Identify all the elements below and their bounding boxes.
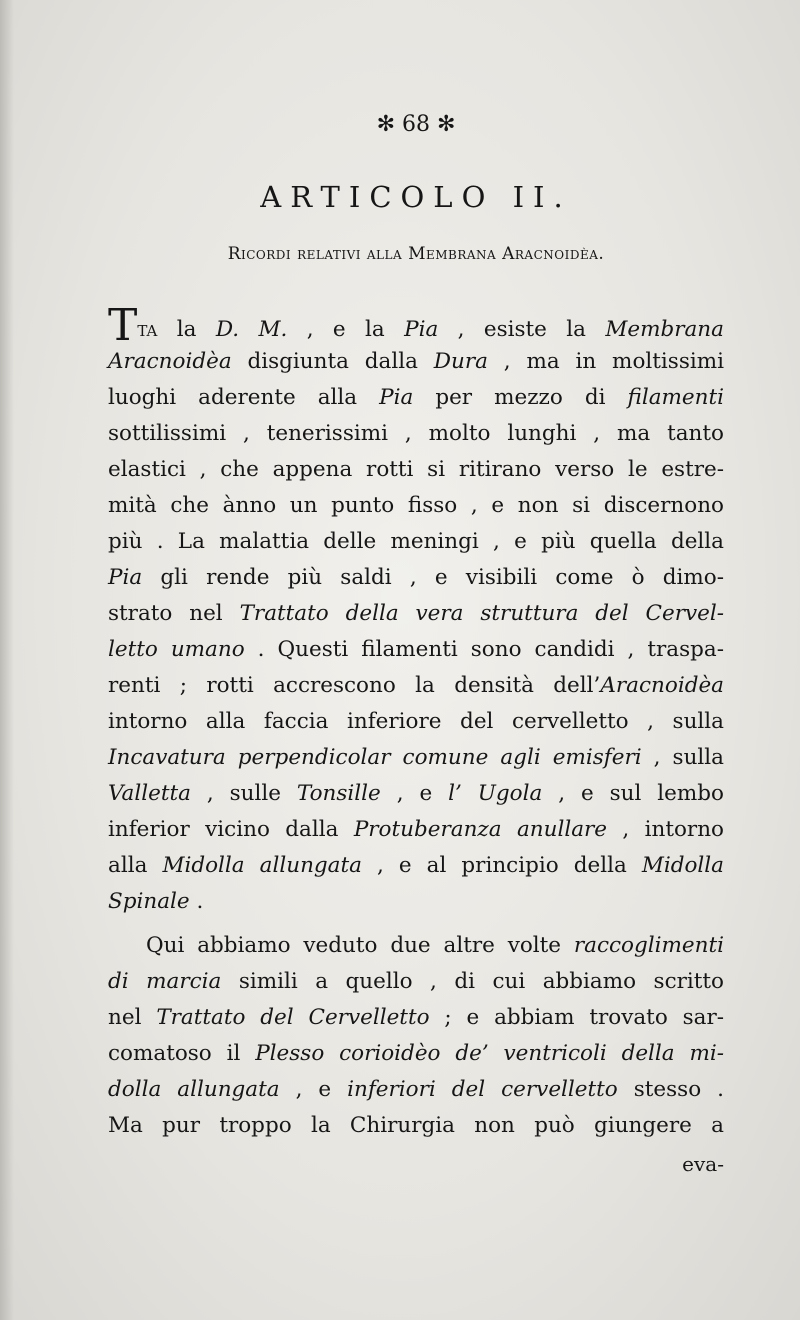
text-line: letto umano . Questi filamenti sono candidi , traspa- <box>108 637 724 662</box>
text-line: Ma pur troppo la Chirurgia non può giungere a <box>108 1113 724 1138</box>
page-number: 68 <box>402 112 430 137</box>
text-line: strato nel Trattato della vera struttura del Cervel- <box>108 601 724 626</box>
text-line: Qui abbiamo veduto due altre volte raccoglimenti <box>146 933 724 958</box>
text-line: Pia gli rende più saldi , e visibili come ò dimo- <box>108 565 724 590</box>
text-line: Tta la D. M. , e la Pia , esiste la Membrana <box>108 300 724 351</box>
asterisk-ornament-icon: ✻ <box>437 112 456 137</box>
text-line: Aracnoidèa disgiunta dalla Dura , ma in moltissimi <box>108 349 724 374</box>
catchword: eva- <box>682 1152 724 1176</box>
page-edge-shadow <box>0 0 14 1320</box>
text-line: elastici , che appena rotti si ritirano verso le estre- <box>108 457 724 482</box>
text-line: Incavatura perpendicolar comune agli emisferi , sulla <box>108 745 724 770</box>
text-line: dolla allungata , e inferiori del cervelletto stesso . <box>108 1077 724 1102</box>
text-line: Valletta , sulle Tonsille , e l’ Ugola , e sul lembo <box>108 781 724 806</box>
text-line: sottilissimi , tenerissimi , molto lunghi , ma tanto <box>108 421 724 446</box>
asterisk-ornament-icon: ✻ <box>376 112 395 137</box>
text-line: nel Trattato del Cervelletto ; e abbiam trovato sar- <box>108 1005 725 1030</box>
text-line: luoghi aderente alla Pia per mezzo di filamenti <box>108 385 725 410</box>
text-line: più . La malattia delle meningi , e più quella della <box>108 529 724 554</box>
drop-cap: T <box>108 300 138 351</box>
page-header <box>108 112 724 137</box>
text-line: comatoso il Plesso corioidèo de’ ventricoli della mi- <box>108 1041 724 1066</box>
text-line: intorno alla faccia inferiore del cervelletto , sulla <box>108 709 724 734</box>
article-subtitle: Ricordi relativi alla Membrana Aracnoidèa. <box>227 244 605 264</box>
article-title: ARTICOLO II. <box>260 180 572 214</box>
text-line: renti ; rotti accrescono la densità dell’Aracnoidèa <box>108 673 724 698</box>
text-line: alla Midolla allungata , e al principio della Midolla <box>108 853 724 878</box>
text-line: mità che ànno un punto fisso , e non si discernono <box>108 493 724 518</box>
text-line: Spinale . <box>108 889 204 914</box>
text-line: inferior vicino dalla Protuberanza anullare , intorno <box>108 817 724 842</box>
text-line: di marcia simili a quello , di cui abbiamo scritto <box>108 969 724 994</box>
